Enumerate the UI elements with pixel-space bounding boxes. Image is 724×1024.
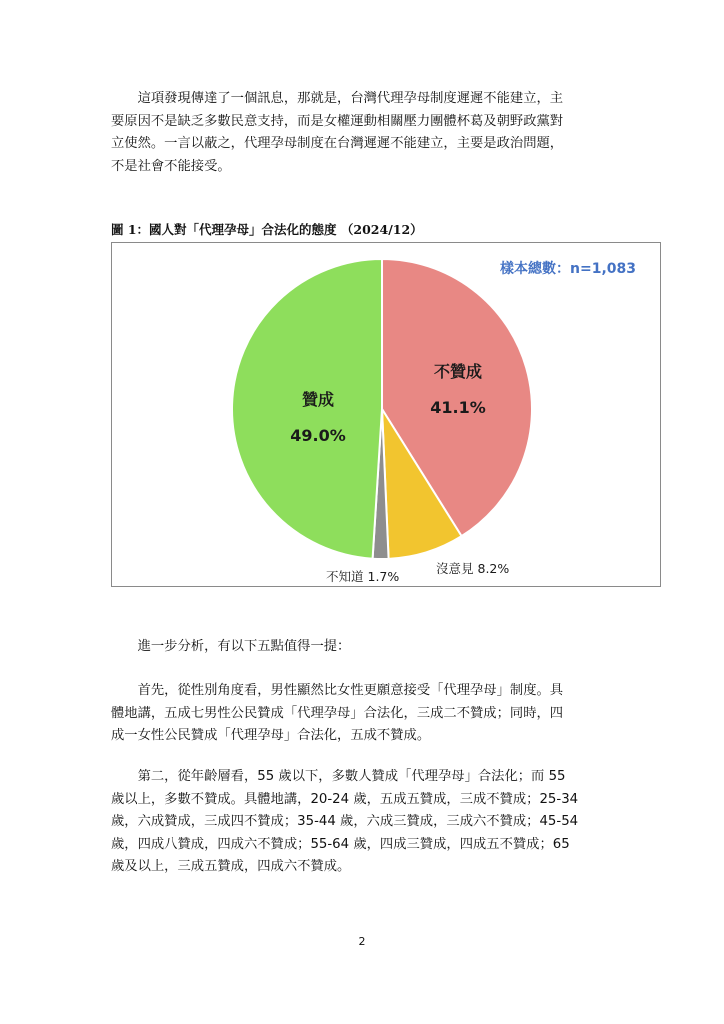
label-oppose-value: 41.1% <box>430 398 486 417</box>
label-dont-know <box>326 569 399 584</box>
paragraph-gender <box>111 680 616 748</box>
label-no-opinion-name: 沒意見 <box>436 561 474 576</box>
paragraph-line: 立使然。一言以蔽之，代理孕母制度在台灣遲遲不能建立，主要是政治問題， <box>111 136 564 151</box>
paragraph-intro <box>111 88 616 178</box>
paragraph-line: 歲及以上，三成五贊成，四成六不贊成。 <box>111 859 351 874</box>
pie-slices <box>232 259 532 559</box>
figure-caption: 圖 1：國人對「代理孕母」合法化的態度 （2024/12） <box>111 222 423 237</box>
paragraph-line: 第二，從年齡層看，55 歲以下，多數人贊成「代理孕母」合法化；而 55 <box>111 769 566 784</box>
paragraph-line: 體地講，五成七男性公民贊成「代理孕母」合法化，三成二不贊成；同時，四 <box>111 705 564 721</box>
sample-size-note: 樣本總數：n=1,083 <box>500 261 636 277</box>
label-no-opinion <box>436 561 509 576</box>
label-support-name: 贊成 <box>301 390 335 409</box>
paragraph-line: 歲，六成贊成，三成四不贊成；35-44 歲，六成三贊成，三成六不贊成；45-54 <box>111 814 579 829</box>
paragraph-analysis <box>111 636 616 659</box>
pie-chart-frame <box>111 242 661 587</box>
paragraph-line: 歲以上，多數不贊成。具體地講，20-24 歲，五成五贊成，三成不贊成；25-34 <box>111 791 579 807</box>
page-number: 2 <box>358 935 366 948</box>
label-dont-know-value: 1.7% <box>367 569 400 584</box>
pie-chart <box>112 243 660 586</box>
paragraph-line: 要原因不是缺乏多數民意支持，而是女權運動相關壓力團體杯葛及朝野政黨對 <box>111 113 564 129</box>
label-dont-know-name: 不知道 <box>326 569 364 584</box>
label-oppose-name: 不贊成 <box>433 362 483 381</box>
label-no-opinion-value: 8.2% <box>477 561 510 576</box>
paragraph-line: 成一女性公民贊成「代理孕母」合法化，五成不贊成。 <box>111 728 431 743</box>
paragraph-line: 歲，四成八贊成，四成六不贊成；55-64 歲，四成三贊成，四成五不贊成；65 <box>111 836 570 852</box>
paragraph-line: 這項發現傳達了一個訊息，那就是，台灣代理孕母制度遲遲不能建立，主 <box>111 91 564 106</box>
label-support-value: 49.0% <box>290 426 346 445</box>
paragraph-line: 首先，從性別角度看，男性顯然比女性更願意接受「代理孕母」制度。具 <box>111 683 564 698</box>
paragraph-line: 不是社會不能接受。 <box>111 158 231 174</box>
paragraph-age <box>111 766 616 879</box>
paragraph-line: 進一步分析，有以下五點值得一提： <box>111 639 351 654</box>
